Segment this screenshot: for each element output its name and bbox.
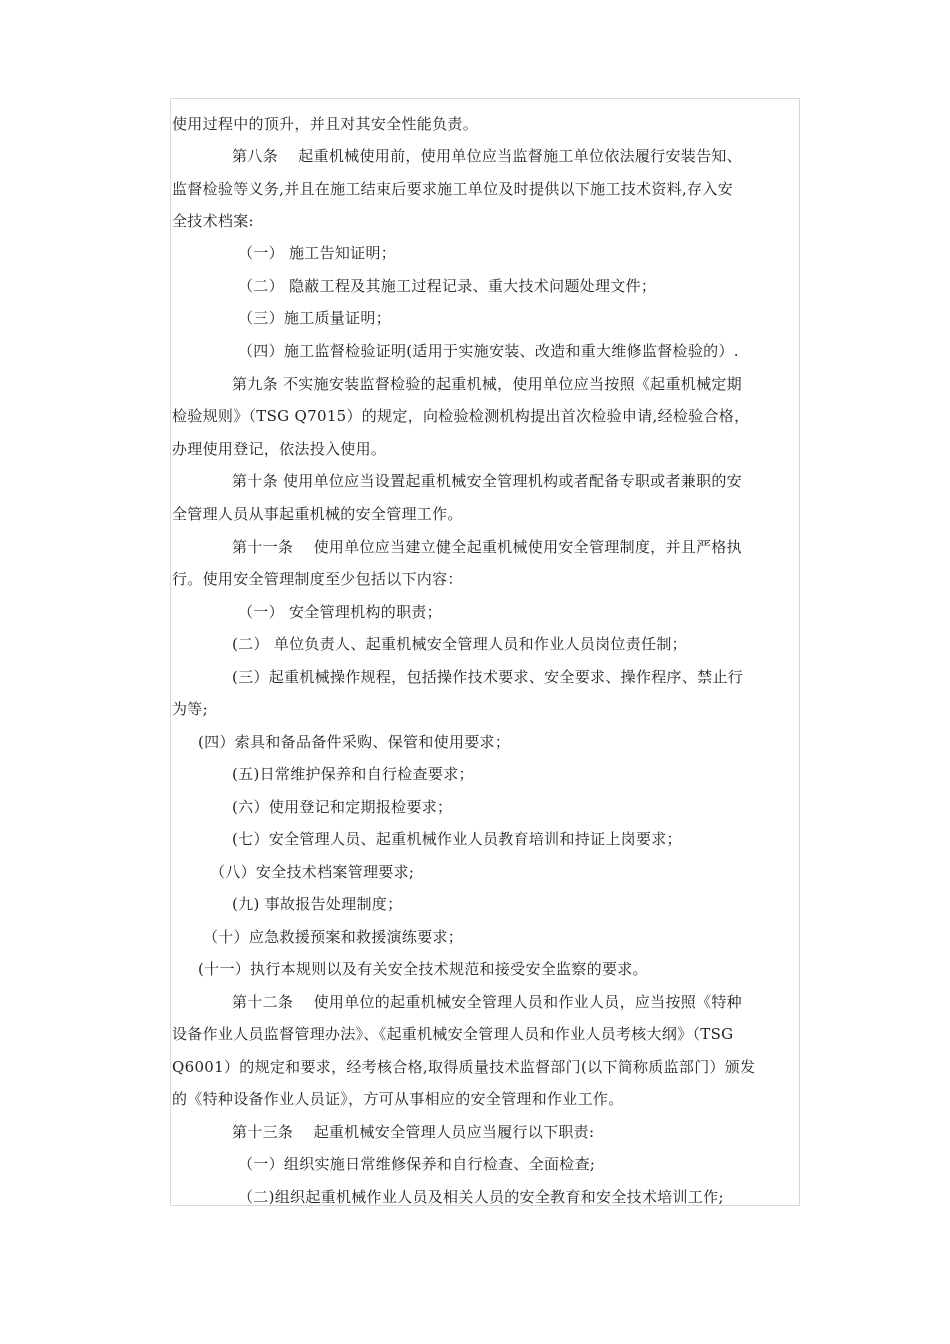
text-line: 全技术档案: (172, 212, 254, 230)
text-line: （三）施工质量证明； (238, 309, 392, 327)
text-line: （四）施工监督检验证明(适用于实施安装、改造和重大维修监督检验的）. (238, 342, 739, 360)
text-line: （八）安全技术档案管理要求; (210, 863, 415, 881)
text-line: （十）应急救援预案和救援演练要求； (203, 928, 464, 946)
text-line: (二） 单位负责人、起重机械安全管理人员和作业人员岗位责任制； (232, 635, 687, 653)
text-line: (四）索具和备品备件采购、保管和使用要求； (198, 733, 511, 751)
text-line: （一） 安全管理机构的职责； (238, 603, 442, 621)
text-line: 为等; (172, 700, 208, 718)
text-line: (七）安全管理人员、起重机械作业人员教育培训和持证上岗要求； (232, 830, 682, 848)
text-line: 监督检验等义务,并且在施工结束后要求施工单位及时提供以下施工技术资料,存入安 (172, 180, 733, 198)
text-line: 第八条 起重机械使用前，使用单位应当监督施工单位依法履行安装告知、 (232, 147, 742, 165)
text-line: 第十条 使用单位应当设置起重机械安全管理机构或者配备专职或者兼职的安 (232, 472, 742, 490)
text-line: Q6001）的规定和要求，经考核合格,取得质量技术监督部门(以下简称质监部门）颁发 (172, 1058, 756, 1076)
text-line: (十一）执行本规则以及有关安全技术规范和接受安全监察的要求。 (198, 960, 648, 978)
text-line: （二)组织起重机械作业人员及相关人员的安全教育和安全技术培训工作; (238, 1188, 724, 1206)
text-line: 行。使用安全管理制度至少包括以下内容： (172, 570, 463, 588)
text-line: (五)日常维护保养和自行检查要求； (232, 765, 474, 783)
text-line: (九) 事故报告处理制度； (232, 895, 403, 913)
text-line: 第十一条 使用单位应当建立健全起重机械使用安全管理制度，并且严格执 (232, 538, 742, 556)
text-line: (六）使用登记和定期报检要求； (232, 798, 453, 816)
text-line: 第十二条 使用单位的起重机械安全管理人员和作业人员，应当按照《特种 (232, 993, 742, 1011)
text-line: （二） 隐蔽工程及其施工过程记录、重大技术问题处理文件； (238, 277, 657, 295)
text-line: 使用过程中的顶升，并且对其安全性能负责。 (172, 115, 479, 133)
text-line: 办理使用登记，依法投入使用。 (172, 440, 387, 458)
text-line: 全管理人员从事起重机械的安全管理工作。 (172, 505, 463, 523)
text-line: (三）起重机械操作规程，包括操作技术要求、安全要求、操作程序、禁止行 (232, 668, 744, 686)
text-line: 第十三条 起重机械安全管理人员应当履行以下职责: (232, 1123, 595, 1141)
text-line: （一）组织实施日常维修保养和自行检查、全面检查; (238, 1155, 596, 1173)
text-line: （一） 施工告知证明； (238, 244, 397, 262)
text-line: 设备作业人员监督管理办法》、《起重机械安全管理人员和作业人员考核大纲》（TSG (172, 1025, 734, 1043)
text-line: 的《特种设备作业人员证》，方可从事相应的安全管理和作业工作。 (172, 1090, 624, 1108)
text-line: 检验规则》（TSG Q7015）的规定，向检验检测机构提出首次检验申请,经检验合格， (172, 407, 750, 425)
text-line: 第九条 不实施安装监督检验的起重机械，使用单位应当按照《起重机械定期 (232, 375, 742, 393)
